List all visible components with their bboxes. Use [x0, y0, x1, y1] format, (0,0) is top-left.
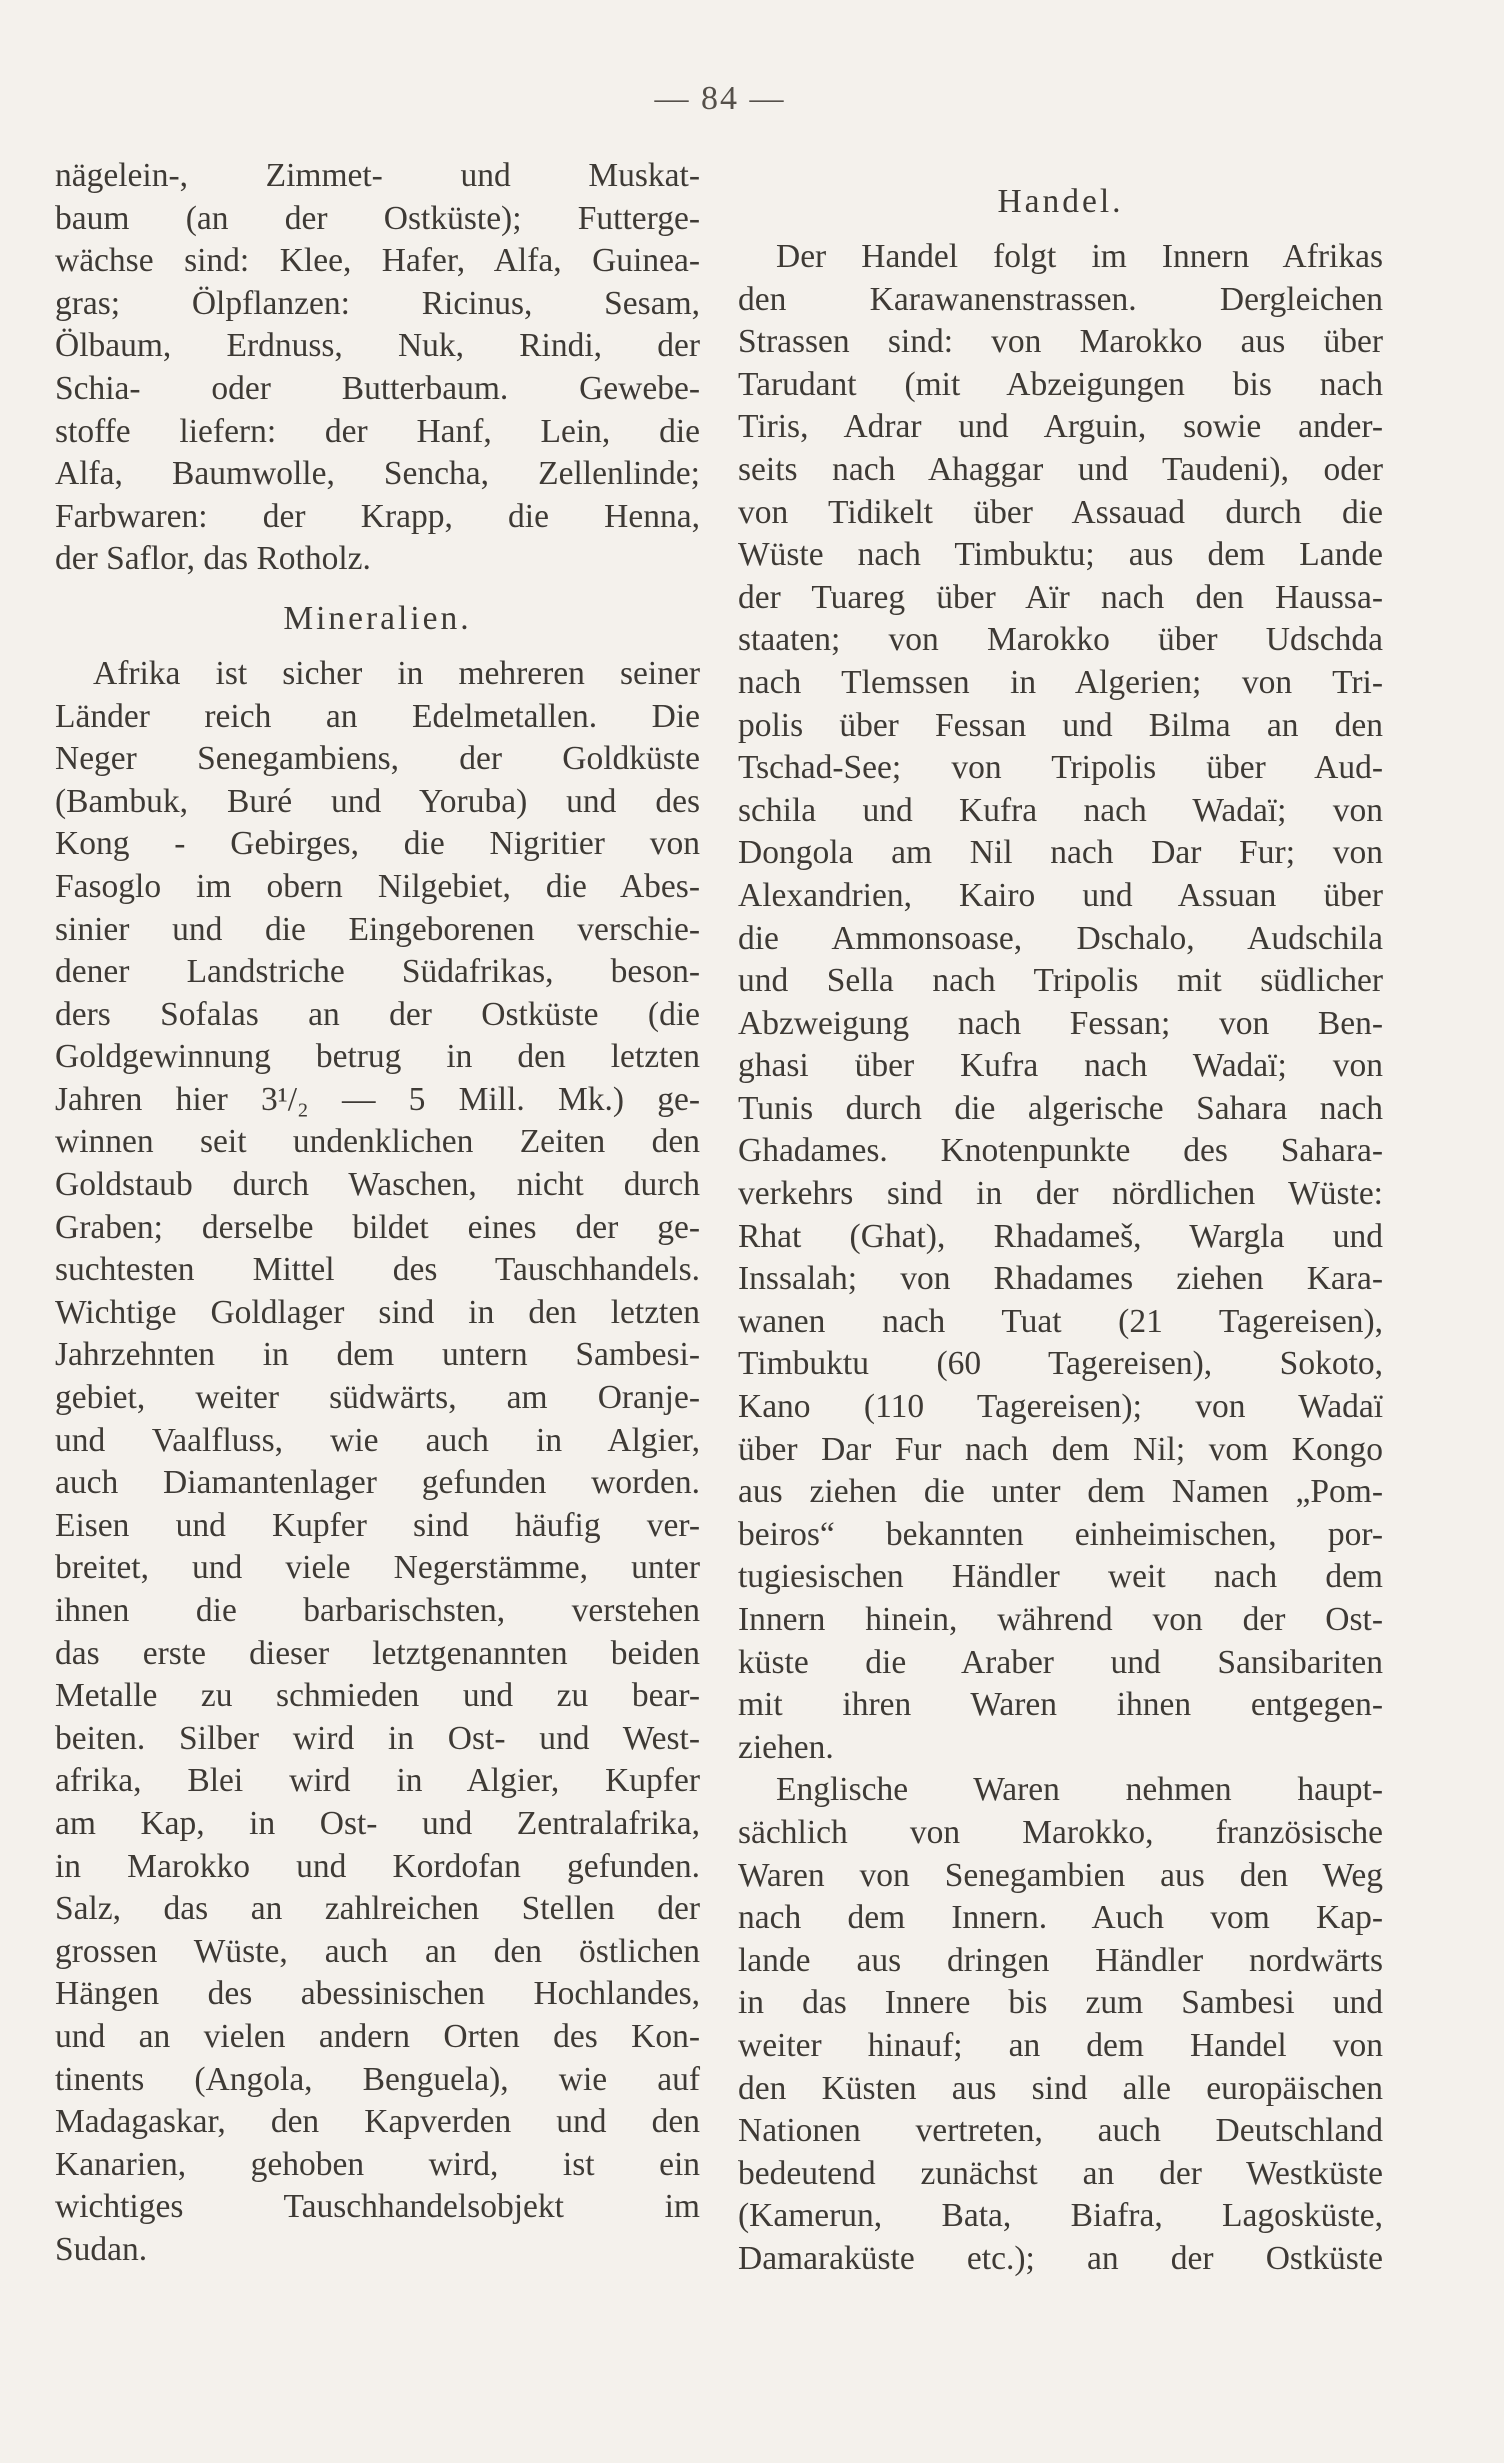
text-line: Ghadames. Knotenpunkte des Sahara- — [738, 1132, 1383, 1170]
text-line: Graben; derselbe bildet eines der ge- — [55, 1208, 700, 1246]
text-line: wächse sind: Klee, Hafer, Alfa, Guinea- — [55, 242, 700, 280]
text-line: Fasoglo im obern Nilgebiet, die Abes- — [55, 867, 700, 905]
text-line: verkehrs sind in der nördlichen Wüste: — [738, 1175, 1383, 1213]
text-line: Strassen sind: von Marokko aus über — [738, 323, 1383, 361]
text-line: winnen seit undenklichen Zeiten den — [55, 1123, 700, 1161]
text-line: Timbuktu (60 Tagereisen), Sokoto, — [738, 1345, 1383, 1383]
text-line: Rhat (Ghat), Rhadameš, Wargla und — [738, 1217, 1383, 1255]
text-line: Ölbaum, Erdnuss, Nuk, Rindi, der — [55, 327, 700, 365]
text-line: nach Tlemssen in Algerien; von Tri- — [738, 663, 1383, 701]
text-line: in das Innere bis zum Sambesi und — [738, 1984, 1383, 2022]
text-line: schila und Kufra nach Wadaï; von — [738, 791, 1383, 829]
right-column — [738, 178, 1383, 2281]
text-line: aus ziehen die unter dem Namen „Pom- — [738, 1473, 1383, 1511]
text-line: wichtiges Tauschhandelsobjekt im — [55, 2188, 700, 2226]
text-line: Der Handel folgt im Innern Afrikas — [776, 238, 1383, 275]
text-line: beiten. Silber wird in Ost- und West- — [55, 1719, 700, 1757]
text-line: sächlich von Marokko, französische — [738, 1813, 1383, 1851]
text-line: und Sella nach Tripolis mit südlicher — [738, 962, 1383, 1000]
text-line: von Tidikelt über Assauad durch die — [738, 493, 1383, 531]
text-line: Jahren hier 3¹/₂ — 5 Mill. Mk.) ge- — [55, 1080, 700, 1118]
text-line: bedeutend zunächst an der Westküste — [738, 2154, 1383, 2192]
left-column — [55, 155, 700, 2272]
text-line: ders Sofalas an der Ostküste (die — [55, 995, 700, 1033]
text-line: tugiesischen Händler weit nach dem — [738, 1558, 1383, 1596]
text-line: mit ihren Waren ihnen entgegen- — [738, 1686, 1383, 1724]
text-line: Alexandrien, Kairo und Assuan über — [738, 876, 1383, 914]
text-line: auch Diamantenlager gefunden worden. — [55, 1464, 700, 1502]
text-line: ziehen. — [738, 1728, 834, 1766]
paragraph-trade-routes — [738, 236, 1383, 1769]
text-line: Kong - Gebirges, die Nigritier von — [55, 825, 700, 863]
text-line: nägelein-, Zimmet- und Muskat- — [55, 157, 700, 194]
text-line: Nationen vertreten, auch Deutschland — [738, 2112, 1383, 2150]
text-line: staaten; von Marokko über Udschda — [738, 621, 1383, 659]
text-line: (Kamerun, Bata, Biafra, Lagosküste, — [738, 2197, 1383, 2235]
text-line: ghasi über Kufra nach Wadaï; von — [738, 1047, 1383, 1085]
paragraph-minerals — [55, 653, 700, 2272]
text-line: sinier und die Eingeborenen verschie- — [55, 910, 700, 948]
text-line: Neger Senegambiens, der Goldküste — [55, 740, 700, 778]
text-line: dener Landstriche Südafrikas, beson- — [55, 953, 700, 991]
text-line: afrika, Blei wird in Algier, Kupfer — [55, 1762, 700, 1800]
text-line: Hängen des abessinischen Hochlandes, — [55, 1975, 700, 2013]
text-line: Abzweigung nach Fessan; von Ben- — [738, 1004, 1383, 1042]
text-line: tinents (Angola, Benguela), wie auf — [55, 2060, 700, 2098]
text-line: Madagaskar, den Kapverden und den — [55, 2103, 700, 2141]
text-line: stoffe liefern: der Hanf, Lein, die — [55, 412, 700, 450]
text-line: Innern hinein, während von der Ost- — [738, 1601, 1383, 1638]
paragraph-european-goods — [738, 1769, 1383, 2280]
text-line: Wüste nach Timbuktu; aus dem Lande — [738, 536, 1383, 574]
text-line: Tunis durch die algerische Sahara nach — [738, 1089, 1383, 1127]
text-line: Tschad-See; von Tripolis über Aud- — [738, 749, 1383, 787]
text-line: nach dem Innern. Auch vom Kap- — [738, 1899, 1383, 1937]
text-line: beiros“ bekannten einheimischen, por- — [738, 1515, 1383, 1553]
text-line: Waren von Senegambien aus den Weg — [738, 1856, 1383, 1894]
text-line: gebiet, weiter südwärts, am Oranje- — [55, 1379, 700, 1417]
text-line: den Karawanenstrassen. Dergleichen — [738, 280, 1383, 318]
text-line: Sudan. — [55, 2230, 148, 2268]
text-line: Alfa, Baumwolle, Sencha, Zellenlinde; — [55, 455, 700, 493]
text-line: seits nach Ahaggar und Taudeni), oder — [738, 450, 1383, 488]
text-line: Damaraküste etc.); an der Ostküste — [738, 2239, 1383, 2277]
text-line: grossen Wüste, auch an den östlichen — [55, 1932, 700, 1970]
text-line: am Kap, in Ost- und Zentralafrika, — [55, 1804, 700, 1842]
text-line: lande aus dringen Händler nordwärts — [738, 1941, 1383, 1979]
text-line: und Vaalfluss, wie auch in Algier, — [55, 1421, 700, 1459]
text-line: in Marokko und Kordofan gefunden. — [55, 1847, 700, 1885]
text-line: über Dar Fur nach dem Nil; vom Kongo — [738, 1430, 1383, 1468]
text-line: und an vielen andern Orten des Kon- — [55, 2017, 700, 2055]
text-line: küste die Araber und Sansibariten — [738, 1643, 1383, 1681]
text-line: Länder reich an Edelmetallen. Die — [55, 697, 700, 735]
page-number: — 84 — — [654, 80, 786, 117]
text-line: das erste dieser letztgenannten beiden — [55, 1634, 700, 1672]
text-line: Kanarien, gehoben wird, ist ein — [55, 2145, 700, 2183]
text-line: Wichtige Goldlager sind in den letzten — [55, 1293, 700, 1331]
text-line: Schia- oder Butterbaum. Gewebe- — [55, 369, 700, 407]
paragraph-plants — [55, 155, 700, 581]
text-line: die Ammonsoase, Dschalo, Audschila — [738, 919, 1383, 957]
text-line: der Tuareg über Aïr nach den Haussa- — [738, 578, 1383, 616]
text-line: Tarudant (mit Abzeigungen bis nach — [738, 365, 1383, 403]
text-line: Salz, das an zahlreichen Stellen der — [55, 1890, 700, 1928]
text-line: Tiris, Adrar und Arguin, sowie ander- — [738, 408, 1383, 446]
text-line: Kano (110 Tagereisen); von Wadaï — [738, 1388, 1383, 1426]
text-line: Metalle zu schmieden und zu bear- — [55, 1677, 700, 1715]
text-line: gras; Ölpflanzen: Ricinus, Sesam, — [55, 284, 700, 322]
text-line: Jahrzehnten in dem untern Sambesi- — [55, 1336, 700, 1374]
text-line: Eisen und Kupfer sind häufig ver- — [55, 1506, 700, 1544]
heading-handel: Handel. — [997, 183, 1124, 220]
text-line: polis über Fessan und Bilma an den — [738, 706, 1383, 744]
text-line: der Saflor, das Rotholz. — [55, 540, 371, 578]
text-line: Farbwaren: der Krapp, die Henna, — [55, 497, 700, 535]
text-line: Goldstaub durch Waschen, nicht durch — [55, 1166, 700, 1204]
text-line: Dongola am Nil nach Dar Fur; von — [738, 834, 1383, 872]
text-line: weiter hinauf; an dem Handel von — [738, 2026, 1383, 2064]
text-line: Inssalah; von Rhadames ziehen Kara- — [738, 1260, 1383, 1298]
text-line: Afrika ist sicher in mehreren seiner — [93, 654, 700, 692]
text-line: (Bambuk, Buré und Yoruba) und des — [55, 782, 700, 820]
text-line: baum (an der Ostküste); Futterge- — [55, 199, 700, 237]
heading-mineralien: Mineralien. — [283, 599, 472, 637]
text-line: Goldgewinnung betrug in den letzten — [55, 1038, 700, 1076]
text-line: den Küsten aus sind alle europäischen — [738, 2069, 1383, 2107]
text-line: ihnen die barbarischsten, verstehen — [55, 1592, 700, 1629]
text-line: breitet, und viele Negerstämme, unter — [55, 1549, 700, 1587]
text-line: Englische Waren nehmen haupt- — [776, 1771, 1383, 1809]
text-line: wanen nach Tuat (21 Tagereisen), — [738, 1302, 1383, 1340]
text-line: suchtesten Mittel des Tauschhandels. — [55, 1251, 700, 1289]
